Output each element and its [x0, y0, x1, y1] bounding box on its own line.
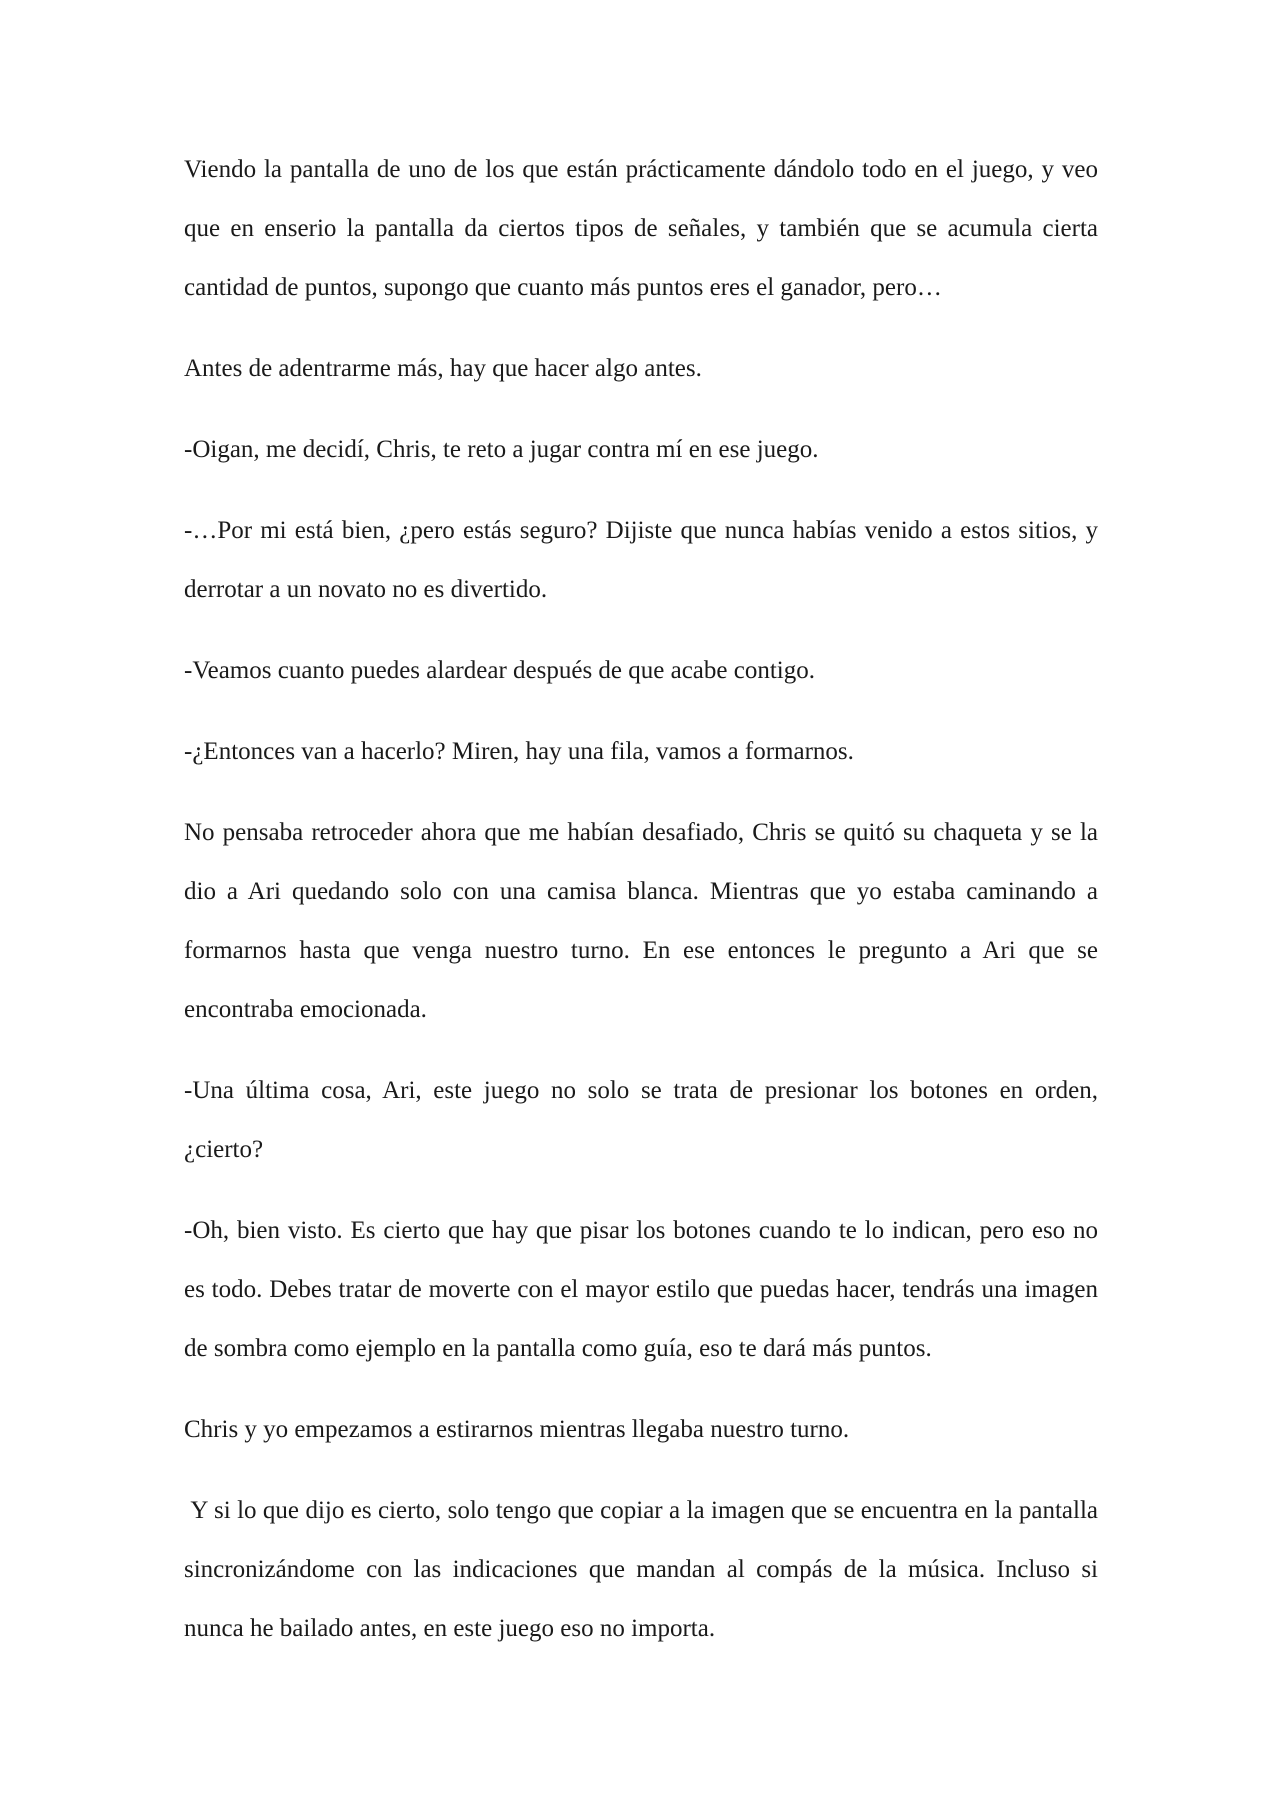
paragraph: -¿Entonces van a hacerlo? Miren, hay una fila, vamos a formarnos.: [184, 738, 854, 765]
paragraph: Antes de adentrarme más, hay que hacer algo antes.: [184, 355, 702, 382]
paragraph: -Veamos cuanto puedes alardear después de que acabe contigo.: [184, 657, 815, 684]
paragraph: -Oh, bien visto. Es cierto que hay que pisar los botones cuando te lo indican, pero eso no es todo. Debes tratar de moverte con el mayor estilo que puedas hacer, tendrás una imagen de sombra como ejemplo en la pantalla como guía, eso te dará más puntos.: [184, 1217, 1098, 1362]
paragraph: -Oigan, me decidí, Chris, te reto a jugar contra mí en ese juego.: [184, 436, 819, 463]
paragraph: Y si lo que dijo es cierto, solo tengo que copiar a la imagen que se encuentra en la pantalla sincronizándome con las indicaciones que mandan al compás de la música. Incluso si nunca he bailado antes, en este juego eso no importa.: [184, 1497, 1105, 1642]
paragraph: Viendo la pantalla de uno de los que están prácticamente dándolo todo en el juego, y veo que en enserio la pantalla da ciertos tipos de señales, y también que se acumula cierta cantidad de puntos, supongo que cuanto más puntos eres el ganador, pero…: [184, 156, 1098, 301]
paragraph: -Una última cosa, Ari, este juego no solo se trata de presionar los botones en orden, ¿cierto?: [184, 1077, 1098, 1163]
paragraph: -…Por mi está bien, ¿pero estás seguro? Dijiste que nunca habías venido a estos sitios, y derrotar a un novato no es divertido.: [184, 517, 1098, 603]
paragraph: No pensaba retroceder ahora que me habían desafiado, Chris se quitó su chaqueta y se la dio a Ari quedando solo con una camisa blanca. Mientras que yo estaba caminando a formarnos hasta que venga nuestro turno. En ese entonces le pregunto a Ari que se encontraba emocionada.: [184, 819, 1098, 1023]
body-text: [184, 140, 1105, 1680]
paragraph: Chris y yo empezamos a estirarnos mientras llegaba nuestro turno.: [184, 1416, 850, 1443]
